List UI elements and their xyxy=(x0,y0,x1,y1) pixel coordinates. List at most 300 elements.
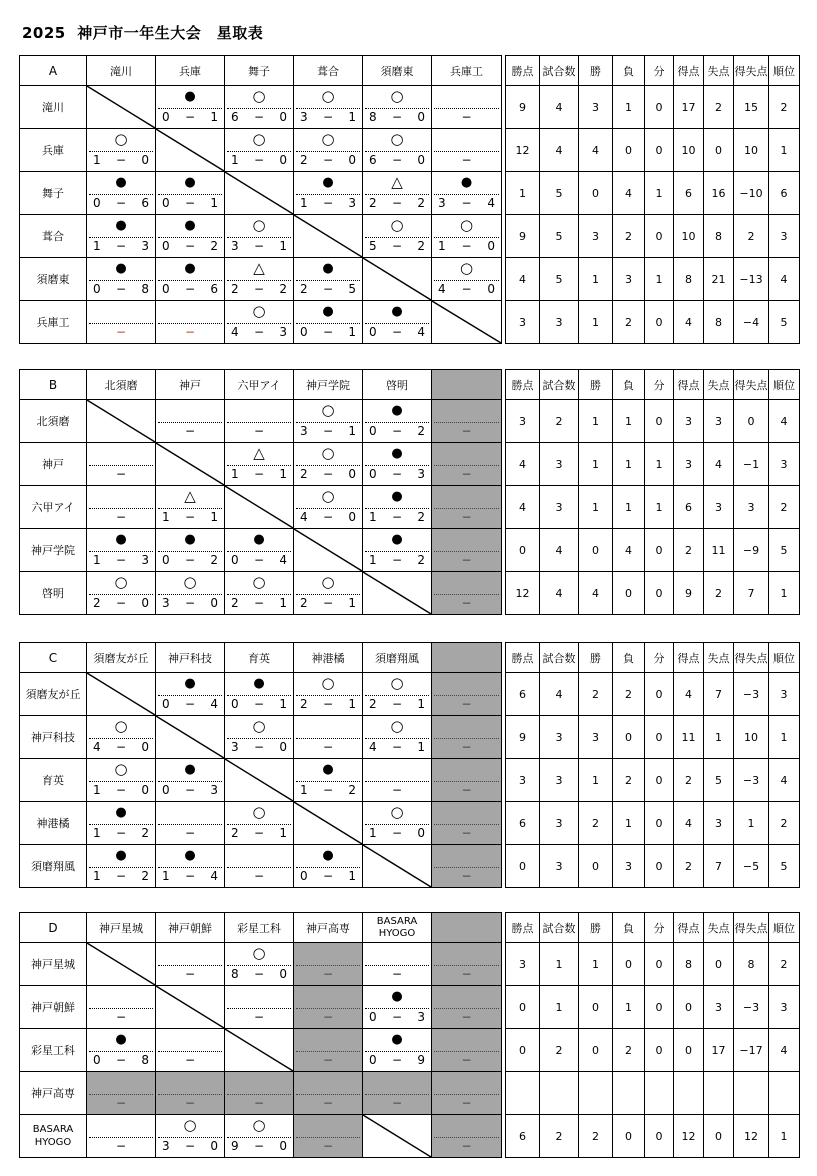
dotted-divider xyxy=(227,237,291,238)
stat-wins: 0 xyxy=(579,986,613,1029)
stat-draws: 0 xyxy=(645,1029,674,1072)
dotted-divider xyxy=(227,280,291,281)
match-cell: − xyxy=(432,845,502,888)
score-for: 1 xyxy=(300,783,308,797)
match-cell: − xyxy=(156,1029,225,1072)
score-dash: − xyxy=(115,783,127,797)
match-cell xyxy=(363,400,432,443)
dotted-divider xyxy=(158,695,222,696)
score-for: 5 xyxy=(369,239,377,253)
stat-rank: 1 xyxy=(769,129,800,172)
dotted-divider xyxy=(296,594,360,595)
dotted-divider xyxy=(365,151,429,152)
stat-points: 6 xyxy=(506,1115,540,1158)
stat-goals-for: 2 xyxy=(674,529,704,572)
match-score xyxy=(225,553,293,568)
stat-rank: 1 xyxy=(769,716,800,759)
table-row xyxy=(20,802,800,845)
match-cell xyxy=(294,572,363,615)
score-for: 3 xyxy=(438,196,446,210)
result-mark: ○ xyxy=(459,216,474,234)
team-name: 須磨東 xyxy=(20,258,87,301)
stat-goals-against xyxy=(704,1072,734,1115)
stat-played: 3 xyxy=(540,802,579,845)
score-dash: − xyxy=(253,553,265,567)
team-name: 育英 xyxy=(20,759,87,802)
stat-draws xyxy=(645,1072,674,1115)
stat-wins: 1 xyxy=(579,400,613,443)
score-against: 2 xyxy=(141,826,149,840)
result-mark: ● xyxy=(322,762,334,777)
stat-rank: 3 xyxy=(769,215,800,258)
opponent-header: 兵庫工 xyxy=(432,56,502,86)
score-against: 2 xyxy=(417,510,425,524)
stat-losses: 2 xyxy=(613,1029,645,1072)
opponent-header: 神戸 xyxy=(156,370,225,400)
score-dash: − xyxy=(391,153,403,167)
stat-played: 5 xyxy=(540,215,579,258)
match-cell: − xyxy=(432,1029,502,1072)
match-cell: − xyxy=(294,1115,363,1158)
result-mark: ○ xyxy=(390,216,404,234)
score-against: 0 xyxy=(141,740,149,754)
table-row xyxy=(20,486,800,529)
match-cell xyxy=(363,529,432,572)
table-row xyxy=(20,759,800,802)
result-mark: ○ xyxy=(252,130,266,148)
score-for: 0 xyxy=(162,110,170,124)
stat-points: 3 xyxy=(506,759,540,802)
result-mark: ● xyxy=(115,261,127,276)
match-cell xyxy=(363,172,432,215)
opponent-header xyxy=(432,643,502,673)
stat-losses: 0 xyxy=(613,716,645,759)
table-row xyxy=(20,129,800,172)
match-cell xyxy=(225,1115,294,1158)
match-cell xyxy=(156,572,225,615)
match-cell: − xyxy=(225,400,294,443)
stat-losses: 1 xyxy=(613,400,645,443)
opponent-header: 神戸科技 xyxy=(156,643,225,673)
group-table-b xyxy=(19,369,800,615)
stat-header: 分 xyxy=(645,913,674,943)
stat-played: 2 xyxy=(540,1115,579,1158)
score-against: 1 xyxy=(279,596,287,610)
stat-points: 12 xyxy=(506,572,540,615)
opponent-header: 彩星工科 xyxy=(225,913,294,943)
match-cell xyxy=(225,716,294,759)
team-name: 神戸 xyxy=(20,443,87,486)
team-name: 葺合 xyxy=(20,215,87,258)
score-against: 9 xyxy=(417,1053,425,1067)
match-cell: − xyxy=(294,716,363,759)
match-cell xyxy=(225,258,294,301)
group-name: C xyxy=(20,643,87,673)
match-score xyxy=(156,697,224,712)
match-score xyxy=(363,826,431,841)
stat-wins: 0 xyxy=(579,529,613,572)
match-cell xyxy=(294,845,363,888)
table-row xyxy=(20,258,800,301)
score-dash: − xyxy=(322,467,334,481)
self-match-cell xyxy=(87,86,156,129)
stat-goal-diff: 15 xyxy=(734,86,769,129)
score-against: 0 xyxy=(279,967,287,981)
stat-header: 分 xyxy=(645,56,674,86)
dotted-divider xyxy=(158,867,222,868)
match-score xyxy=(225,325,293,340)
score-against: 0 xyxy=(348,510,356,524)
page-title: 2025 神戸市一年生大会 星取表 xyxy=(22,24,264,42)
match-cell xyxy=(225,572,294,615)
stat-draws: 0 xyxy=(645,845,674,888)
stat-header: 負 xyxy=(613,913,645,943)
match-score xyxy=(294,596,362,611)
score-dash: − xyxy=(253,239,265,253)
match-score xyxy=(225,239,293,254)
score-for: 4 xyxy=(300,510,308,524)
stat-goal-diff: −17 xyxy=(734,1029,769,1072)
stat-goals-for: 9 xyxy=(674,572,704,615)
result-mark: ○ xyxy=(114,717,128,735)
score-dash: − xyxy=(391,740,403,754)
match-score xyxy=(363,196,431,211)
score-for: 3 xyxy=(300,110,308,124)
match-cell xyxy=(363,986,432,1029)
stat-wins: 0 xyxy=(579,1029,613,1072)
opponent-header: 須磨東 xyxy=(363,56,432,86)
score-for: 1 xyxy=(93,239,101,253)
score-for: 0 xyxy=(93,1053,101,1067)
match-score xyxy=(156,510,224,525)
score-dash: − xyxy=(391,510,403,524)
result-mark: ○ xyxy=(321,130,335,148)
score-dash: − xyxy=(391,110,403,124)
group-name: A xyxy=(20,56,87,86)
score-against: 1 xyxy=(417,740,425,754)
score-dash: − xyxy=(322,325,334,339)
stat-rank: 2 xyxy=(769,486,800,529)
score-dash: − xyxy=(184,553,196,567)
self-match-cell xyxy=(87,400,156,443)
group-table-d xyxy=(19,912,800,1158)
group-header-row xyxy=(20,643,800,673)
stat-goal-diff: 0 xyxy=(734,400,769,443)
stat-goals-for: 3 xyxy=(674,400,704,443)
group-name: B xyxy=(20,370,87,400)
result-mark: ○ xyxy=(114,760,128,778)
result-mark: ● xyxy=(253,676,265,691)
dotted-divider xyxy=(434,194,499,195)
dotted-divider xyxy=(158,108,222,109)
score-against: 1 xyxy=(417,697,425,711)
stat-rank: 4 xyxy=(769,400,800,443)
score-against: 4 xyxy=(210,869,218,883)
stat-wins: 1 xyxy=(579,943,613,986)
stat-goals-for: 8 xyxy=(674,943,704,986)
score-for: 0 xyxy=(300,325,308,339)
dotted-divider xyxy=(89,824,153,825)
dotted-divider xyxy=(296,695,360,696)
score-against: 3 xyxy=(348,196,356,210)
group-header-row xyxy=(20,913,800,943)
match-cell xyxy=(87,172,156,215)
score-against: 3 xyxy=(210,783,218,797)
match-score xyxy=(432,196,501,211)
match-cell xyxy=(225,529,294,572)
team-name: 六甲アイ xyxy=(20,486,87,529)
score-dash: − xyxy=(391,826,403,840)
dotted-divider xyxy=(296,867,360,868)
score-for: 1 xyxy=(231,153,239,167)
score-for: 0 xyxy=(369,1010,377,1024)
match-cell xyxy=(363,716,432,759)
group-header-row xyxy=(20,370,800,400)
match-score xyxy=(363,153,431,168)
stat-played: 5 xyxy=(540,258,579,301)
result-mark: ● xyxy=(184,261,196,276)
score-dash: − xyxy=(184,697,196,711)
score-dash: − xyxy=(391,1010,403,1024)
dotted-divider xyxy=(227,695,291,696)
match-cell xyxy=(363,301,432,344)
team-name: 神戸科技 xyxy=(20,716,87,759)
match-cell: − xyxy=(87,486,156,529)
score-against: 0 xyxy=(348,153,356,167)
match-score xyxy=(363,697,431,712)
result-mark: ● xyxy=(115,805,127,820)
dotted-divider xyxy=(296,323,360,324)
score-for: 2 xyxy=(300,697,308,711)
stat-wins: 1 xyxy=(579,759,613,802)
result-mark: ○ xyxy=(252,944,266,962)
stat-goals-against: 7 xyxy=(704,845,734,888)
dotted-divider xyxy=(158,551,222,552)
dotted-divider xyxy=(158,237,222,238)
self-match-cell xyxy=(363,572,432,615)
stat-losses: 0 xyxy=(613,572,645,615)
score-dash: − xyxy=(322,697,334,711)
stat-header: 得点 xyxy=(674,370,704,400)
stat-goals-for: 0 xyxy=(674,986,704,1029)
team-name: 須磨翔風 xyxy=(20,845,87,888)
stat-goal-diff: −10 xyxy=(734,172,769,215)
opponent-header: 神港橘 xyxy=(294,643,363,673)
match-cell: − xyxy=(225,845,294,888)
score-dash: − xyxy=(391,239,403,253)
stat-played: 2 xyxy=(540,400,579,443)
stat-goal-diff: 3 xyxy=(734,486,769,529)
dotted-divider xyxy=(365,824,429,825)
match-score xyxy=(87,596,155,611)
opponent-header: 神戸朝鮮 xyxy=(156,913,225,943)
match-score xyxy=(87,553,155,568)
result-mark: ● xyxy=(115,532,127,547)
match-score xyxy=(87,1053,155,1068)
dotted-divider xyxy=(89,551,153,552)
opponent-header: 須磨翔風 xyxy=(363,643,432,673)
score-against: 3 xyxy=(279,325,287,339)
dotted-divider xyxy=(227,824,291,825)
opponent-header: 神戸高専 xyxy=(294,913,363,943)
score-for: 0 xyxy=(369,1053,377,1067)
stat-draws: 1 xyxy=(645,258,674,301)
stat-goal-diff: −4 xyxy=(734,301,769,344)
result-mark: ○ xyxy=(321,401,335,419)
match-score xyxy=(156,596,224,611)
match-score xyxy=(225,467,293,482)
result-mark: ● xyxy=(391,489,403,504)
stat-goals-for: 4 xyxy=(674,673,704,716)
match-score xyxy=(225,697,293,712)
score-for: 2 xyxy=(231,596,239,610)
match-score xyxy=(432,282,501,297)
score-for: 1 xyxy=(93,826,101,840)
group-header-row xyxy=(20,56,800,86)
result-mark: ● xyxy=(115,1032,127,1047)
match-score xyxy=(225,967,293,982)
opponent-header xyxy=(432,913,502,943)
stat-draws: 0 xyxy=(645,572,674,615)
team-name: 神戸星城 xyxy=(20,943,87,986)
score-for: 0 xyxy=(162,553,170,567)
stat-header: 順位 xyxy=(769,56,800,86)
score-against: 1 xyxy=(279,826,287,840)
stat-header: 試合数 xyxy=(540,643,579,673)
match-cell: − xyxy=(87,1072,156,1115)
score-against: 6 xyxy=(210,282,218,296)
match-score xyxy=(225,1139,293,1154)
stat-wins: 1 xyxy=(579,486,613,529)
stat-header: 得失点 xyxy=(734,56,769,86)
score-dash: − xyxy=(253,110,265,124)
score-dash: − xyxy=(184,1139,196,1153)
score-for: 4 xyxy=(231,325,239,339)
dotted-divider xyxy=(227,738,291,739)
stat-played: 1 xyxy=(540,943,579,986)
match-score xyxy=(363,325,431,340)
match-score xyxy=(363,467,431,482)
match-cell xyxy=(156,486,225,529)
stat-played: 3 xyxy=(540,759,579,802)
stat-goals-for: 2 xyxy=(674,845,704,888)
stat-points: 9 xyxy=(506,215,540,258)
stat-played: 5 xyxy=(540,172,579,215)
score-for: 3 xyxy=(162,596,170,610)
self-match-cell xyxy=(363,258,432,301)
score-for: 0 xyxy=(162,697,170,711)
stat-wins: 2 xyxy=(579,802,613,845)
stat-wins xyxy=(579,1072,613,1115)
result-mark: ● xyxy=(391,304,403,319)
group-table-c xyxy=(19,642,800,888)
score-against: 4 xyxy=(487,196,495,210)
match-score xyxy=(294,869,362,884)
result-mark: ○ xyxy=(390,674,404,692)
score-for: 1 xyxy=(93,153,101,167)
match-score xyxy=(294,196,362,211)
score-dash: − xyxy=(115,153,127,167)
match-cell: − xyxy=(363,1072,432,1115)
stat-goals-for: 10 xyxy=(674,215,704,258)
table-row xyxy=(20,986,800,1029)
match-cell xyxy=(87,572,156,615)
stat-draws: 0 xyxy=(645,986,674,1029)
stat-goals-against: 0 xyxy=(704,1115,734,1158)
stat-draws: 0 xyxy=(645,529,674,572)
stat-goal-diff: 8 xyxy=(734,943,769,986)
match-cell: − xyxy=(156,802,225,845)
stat-header: 順位 xyxy=(769,913,800,943)
stat-goal-diff: 10 xyxy=(734,716,769,759)
stat-points: 1 xyxy=(506,172,540,215)
match-score xyxy=(156,553,224,568)
stat-header: 失点 xyxy=(704,643,734,673)
result-mark: ○ xyxy=(390,803,404,821)
result-mark: ● xyxy=(115,848,127,863)
score-dash: − xyxy=(184,510,196,524)
stat-goals-against: 17 xyxy=(704,1029,734,1072)
match-cell xyxy=(363,802,432,845)
match-cell xyxy=(294,258,363,301)
score-dash: − xyxy=(391,1053,403,1067)
score-against: 0 xyxy=(210,596,218,610)
stat-played: 3 xyxy=(540,301,579,344)
table-row xyxy=(20,673,800,716)
dotted-divider xyxy=(296,781,360,782)
score-for: 4 xyxy=(93,740,101,754)
match-cell xyxy=(156,845,225,888)
score-against: 1 xyxy=(279,467,287,481)
dotted-divider xyxy=(89,594,153,595)
score-for: 1 xyxy=(369,553,377,567)
score-dash: − xyxy=(322,153,334,167)
result-mark: ● xyxy=(391,1032,403,1047)
match-score xyxy=(294,697,362,712)
match-cell xyxy=(87,1029,156,1072)
score-against: 4 xyxy=(210,697,218,711)
stat-rank: 3 xyxy=(769,986,800,1029)
stat-losses: 3 xyxy=(613,845,645,888)
dotted-divider xyxy=(227,594,291,595)
stat-goal-diff: 2 xyxy=(734,215,769,258)
result-mark: ● xyxy=(115,175,127,190)
stat-goals-for xyxy=(674,1072,704,1115)
self-match-cell xyxy=(87,673,156,716)
match-cell xyxy=(225,301,294,344)
match-cell: − xyxy=(87,443,156,486)
match-cell: − xyxy=(225,986,294,1029)
stat-losses: 0 xyxy=(613,1115,645,1158)
stat-goal-diff: −3 xyxy=(734,759,769,802)
score-dash: − xyxy=(322,110,334,124)
match-score xyxy=(294,282,362,297)
stat-losses: 1 xyxy=(613,486,645,529)
stat-points: 0 xyxy=(506,529,540,572)
score-for: 1 xyxy=(369,826,377,840)
team-name: 兵庫 xyxy=(20,129,87,172)
match-score xyxy=(156,110,224,125)
stat-losses: 2 xyxy=(613,301,645,344)
score-for: 6 xyxy=(369,153,377,167)
stat-header: 勝点 xyxy=(506,370,540,400)
stat-played: 4 xyxy=(540,572,579,615)
result-mark: ○ xyxy=(252,216,266,234)
stat-points xyxy=(506,1072,540,1115)
stat-losses: 1 xyxy=(613,86,645,129)
score-for: 2 xyxy=(300,596,308,610)
score-dash: − xyxy=(391,196,403,210)
